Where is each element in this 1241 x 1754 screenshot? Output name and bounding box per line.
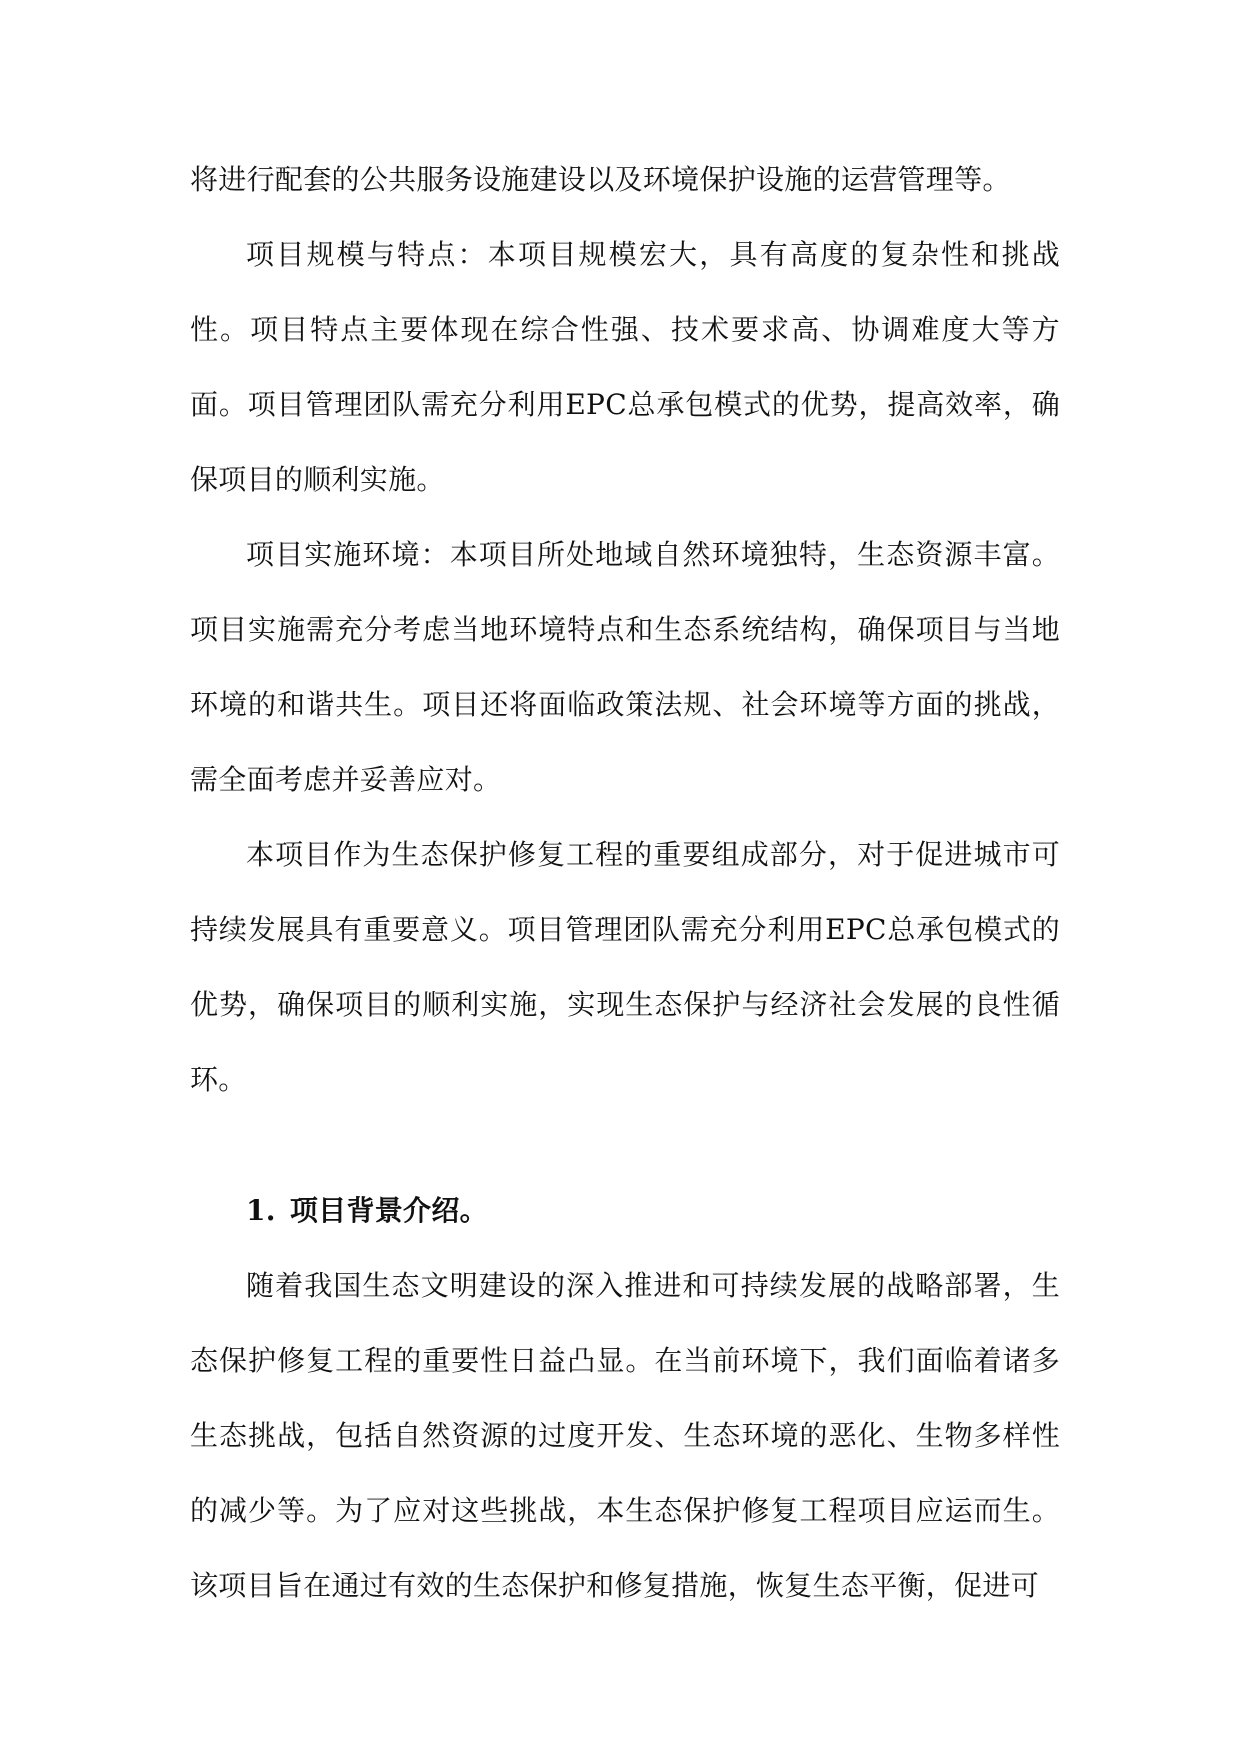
section-heading xyxy=(190,1173,1060,1248)
section-title: 项目背景介绍。 xyxy=(289,1194,488,1227)
paragraph-continuation: 将进行配套的公共服务设施建设以及环境保护设施的运营管理等。 xyxy=(190,163,1011,196)
section-number: 1. xyxy=(246,1194,276,1227)
paragraph-background: 随着我国生态文明建设的深入推进和可持续发展的战略部署，生态保护修复工程的重要性日益凸显。在当前环境下，我们面临着诸多生态挑战，包括自然资源的过度开发、生态环境的恶化、生物多样性的减少等。为了应对这些挑战，本生态保护修复工程项目应运而生。该项目旨在通过有效的生态保护和修复措施，恢复生态平衡，促进可 xyxy=(190,1269,1060,1602)
paragraph-project-significance: 本项目作为生态保护修复工程的重要组成部分，对于促进城市可持续发展具有重要意义。项目管理团队需充分利用EPC总承包模式的优势，确保项目的顺利实施，实现生态保护与经济社会发展的良性循环。 xyxy=(190,838,1060,1096)
paragraph-implementation-environment: 项目实施环境：本项目所处地域自然环境独特，生态资源丰富。项目实施需充分考虑当地环境特点和生态系统结构，确保项目与当地环境的和谐共生。项目还将面临政策法规、社会环境等方面的挑战，需全面考虑并妥善应对。 xyxy=(190,538,1060,796)
document-body xyxy=(190,142,1060,1623)
paragraph-scale-features: 项目规模与特点：本项目规模宏大，具有高度的复杂性和挑战性。项目特点主要体现在综合性强、技术要求高、协调难度大等方面。项目管理团队需充分利用EPC总承包模式的优势，提高效率，确保项目的顺利实施。 xyxy=(190,238,1060,496)
